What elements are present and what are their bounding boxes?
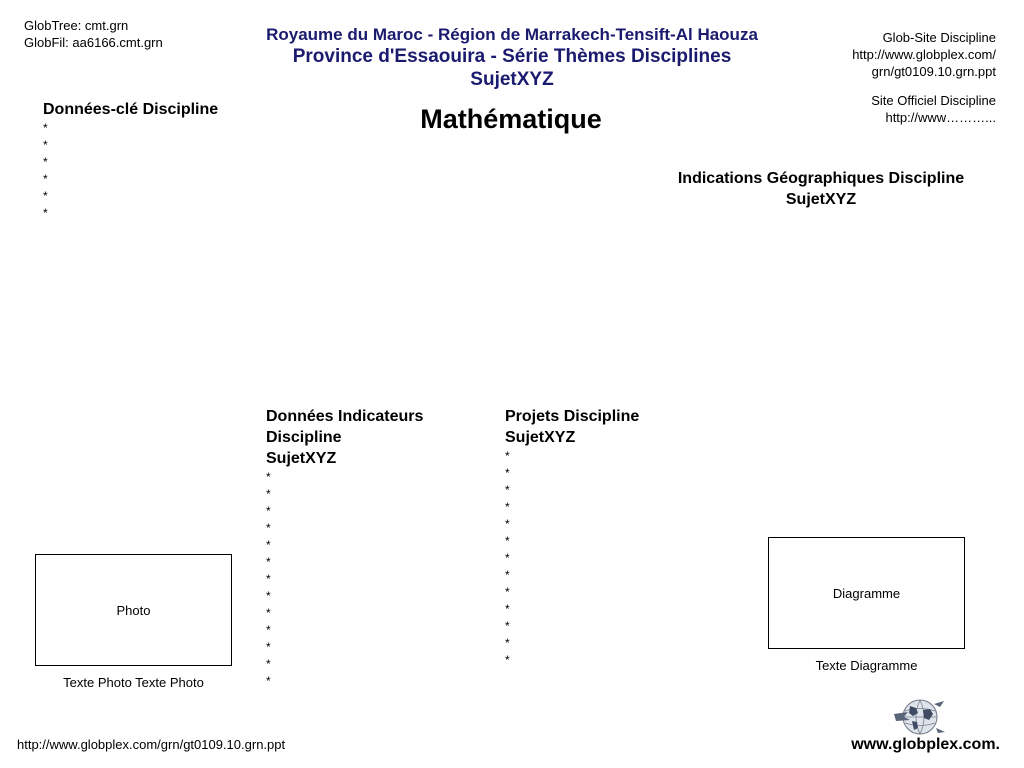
header-subject: SujetXYZ (470, 69, 554, 90)
projects-section (505, 406, 639, 669)
project-item: * (505, 568, 510, 582)
top-right-links (852, 29, 996, 126)
footer-url[interactable]: http://www.globplex.com/grn/gt0109.10.grn.ppt (17, 737, 286, 752)
diagram-placeholder (768, 537, 965, 649)
indicator-item: * (266, 623, 271, 637)
project-item: * (505, 449, 510, 463)
indicator-item: * (266, 504, 271, 518)
project-item: * (505, 517, 510, 531)
project-item: * (505, 551, 510, 565)
project-item: * (505, 619, 510, 633)
indicators-title-1: Données Indicateurs (266, 408, 424, 425)
indicators-section (266, 406, 423, 690)
diagram-label: Diagramme (832, 585, 901, 601)
top-left-info (24, 17, 163, 51)
header-region: Royaume du Maroc - Région de Marrakech-Tensift-Al Haouza (266, 25, 758, 44)
project-item: * (505, 585, 510, 599)
globsite-url-2[interactable]: grn/gt0109.10.grn.ppt (871, 64, 996, 79)
project-item: * (505, 602, 510, 616)
projects-subject: SujetXYZ (505, 429, 576, 446)
header-province: Province d'Essaouira - Série Thèmes Disciplines (292, 46, 732, 67)
project-item: * (505, 534, 510, 548)
key-data-list (43, 120, 218, 222)
indicator-item: * (266, 555, 271, 569)
indicator-item: * (266, 640, 271, 654)
subject-title: Mathématique (420, 104, 602, 134)
project-item: * (505, 483, 510, 497)
indicators-title-2: Discipline (266, 429, 342, 446)
globsite-label: Glob-Site Discipline (882, 30, 996, 45)
geo-title: Indications Géographiques Discipline (677, 170, 965, 187)
geo-section (662, 168, 980, 210)
page-header (212, 24, 812, 91)
indicator-item: * (266, 487, 271, 501)
footer-site[interactable]: www.globplex.com. (851, 736, 1000, 753)
key-data-section (43, 99, 218, 222)
indicators-list (266, 469, 423, 690)
indicators-subject: SujetXYZ (266, 450, 337, 467)
official-site-label: Site Officiel Discipline (871, 93, 996, 108)
globsite-url-1[interactable]: http://www.globplex.com/ (852, 47, 996, 62)
project-item: * (505, 500, 510, 514)
key-data-item: * (43, 121, 48, 135)
indicator-item: * (266, 521, 271, 535)
indicator-item: * (266, 674, 271, 688)
indicator-item: * (266, 538, 271, 552)
geo-subject: SujetXYZ (785, 191, 857, 208)
key-data-item: * (43, 172, 48, 186)
indicator-item: * (266, 589, 271, 603)
key-data-item: * (43, 189, 48, 203)
globfil-label: GlobFil: aa6166.cmt.grn (24, 35, 163, 50)
globtree-label: GlobTree: cmt.grn (24, 18, 129, 33)
photo-caption: Texte Photo Texte Photo (63, 675, 204, 690)
indicator-item: * (266, 606, 271, 620)
key-data-item: * (43, 155, 48, 169)
indicator-item: * (266, 470, 271, 484)
project-item: * (505, 636, 510, 650)
project-item: * (505, 466, 510, 480)
photo-placeholder (35, 554, 232, 666)
indicator-item: * (266, 657, 271, 671)
photo-label: Photo (116, 602, 151, 618)
globe-logo-icon (892, 697, 946, 737)
indicator-item: * (266, 572, 271, 586)
key-data-title: Données-clé Discipline (43, 101, 219, 118)
key-data-item: * (43, 138, 48, 152)
project-item: * (505, 653, 510, 667)
projects-title: Projets Discipline (505, 408, 640, 425)
diagram-caption: Texte Diagramme (815, 658, 918, 673)
key-data-item: * (43, 206, 48, 220)
projects-list (505, 448, 639, 669)
official-site-url[interactable]: http://www………... (885, 110, 996, 125)
